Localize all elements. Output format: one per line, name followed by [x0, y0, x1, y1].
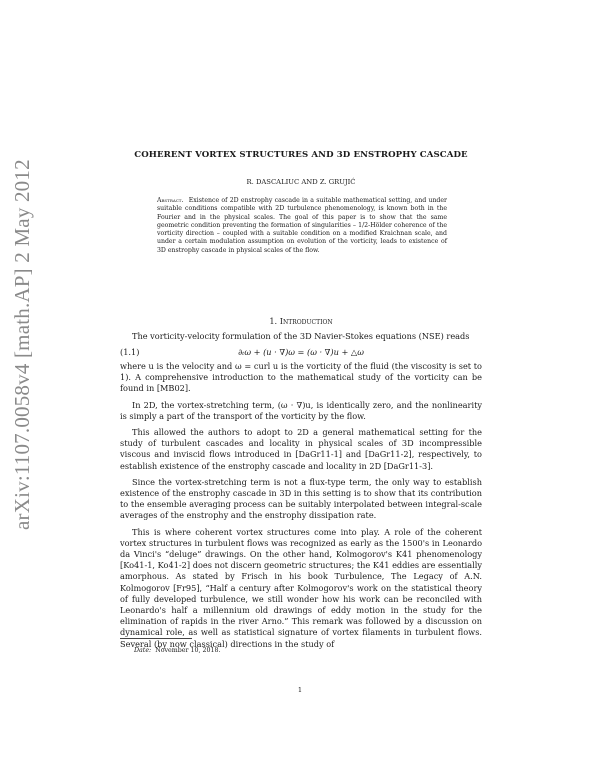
paragraph: where u is the velocity and ω = curl u is the vorticity of the fluid (the viscosity is set to 1). A comprehensive introduction to the mathematical study of the vorticity can be found in [MB02]. — [120, 361, 482, 394]
equation-formula: ∂ₜω + (u · ∇)ω = (ω · ∇)u + △ω — [238, 347, 364, 357]
paragraph: Since the vortex-stretching term is not a flux-type term, the only way to establish existence of the enstrophy cascade in 3D in this setting is to show that its contribution to the ensemble averaging process can be suitably interpolated between integral-scale averages of the enstrophy and the enstrophy dissipation rate. — [120, 476, 482, 521]
paragraph: This allowed the authors to adopt to 2D a general mathematical setting for the study of turbulent cascades and locality in physical scales of 3D incompressible viscous and inviscid flows introduced in [DaGr11-1] and [DaGr11-2], respectively, to establish existence of the enstrophy cascade and locality in 2D [DaGr11-3]. — [120, 427, 482, 471]
section-heading — [120, 316, 482, 326]
abstract-text: Existence of 2D enstrophy cascade in a suitable mathematical setting, and under suitable conditions compatible with 2D turbulence phenomenology, is known both in the Fourier and in the physical scales. The goal of this paper is to show that the same geometric condition preventing the formation of singularities – 1/2-Hölder coherence of the vorticity direction – coupled with a suitable condition on a modified Kraichnan scale, and under a certain modulation assumption on evolution of the vorticity, leads to existence of 3D enstrophy cascade in physical scales of the flow. — [157, 197, 448, 254]
paper-authors: R. DASCALIUC AND Z. GRUJIĆ — [246, 178, 356, 186]
section-title: Introduction — [279, 316, 333, 326]
abstract — [157, 197, 447, 255]
intro-text — [120, 331, 482, 342]
intro-line: The vorticity-velocity formulation of the 3D Navier-Stokes equations (NSE) reads — [132, 331, 470, 341]
paragraph: In 2D, the vortex-stretching term, (ω · ∇)u, is identically zero, and the nonlinearity is simply a part of the transport of the vorticity by the flow. — [120, 399, 482, 421]
page-number: 1 — [297, 686, 303, 694]
arxiv-identifier: arXiv:1107.0058v4 [math.AP] 2 May 2012 — [10, 159, 34, 530]
footnote-text: November 10, 2018. — [155, 647, 221, 654]
paper-title: COHERENT VORTEX STRUCTURES AND 3D ENSTROPHY CASCADE — [134, 150, 468, 160]
section-number: 1. — [269, 316, 278, 326]
body-paragraphs — [120, 361, 482, 650]
footnote-rule — [120, 638, 192, 639]
footnote — [134, 647, 221, 654]
equation-number: (1.1) — [120, 347, 140, 357]
abstract-label: Abstract. — [157, 197, 184, 204]
footnote-label: Date: — [134, 647, 152, 654]
paragraph: This is where coherent vortex structures come into play. A role of the coherent vortex structures in turbulent flows was recognized as early as the 1500's in Leonardo da Vinci's “deluge” drawings. On the other hand, Kolmogorov's K41 phenomenology [Ko41-1, Ko41-2] does not discern geometric structures; the K41 eddies are essentially amorphous. As stated by Frisch in his book Turbulence, The Legacy of A.N. Kolmogorov [Fr95], “Half a century after Kolmogorov's work on the statistical theory of fully developed turbulence, we still wonder how his work can be reconciled with Leonardo's half a millennium old drawings of eddy motion in the study for the elimination of rapids in the river Arno.” This remark was followed by a discussion on dynamical role, as well as statistical signature of vortex filaments in turbulent flows. Several (by now classical) directions in the study of — [120, 526, 482, 649]
